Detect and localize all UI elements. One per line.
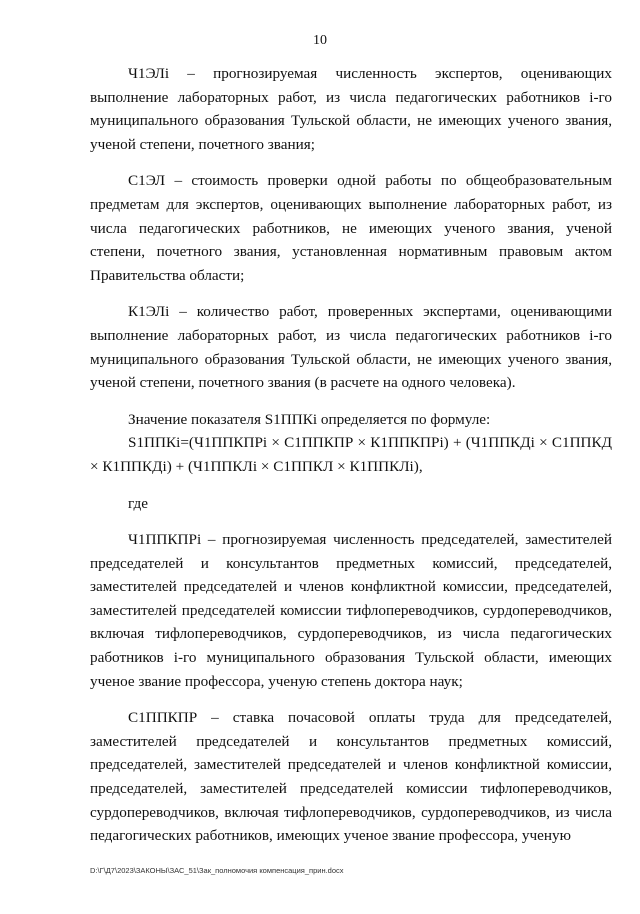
paragraph-k1el-definition: К1ЭЛi – количество работ, проверенных экспертами, оценивающими выполнение лабораторных работ, из числа педагогических работников i-го муниципального образования Тульской области, не имеющих ученого звания, ученой степени, почетного звания (в расчете на одного человека). (90, 303, 612, 392)
paragraph-s1ppk-intro: Значение показателя S1ППКi определяется по формуле: (128, 410, 491, 428)
page-number: 10 (313, 33, 327, 48)
paragraph-ch1ppkpr-definition: Ч1ППКПРi – прогнозируемая численность председателей, заместителей председателей и консультантов предметных комиссий, председателей, заместителей председателей и членов конфликтной комиссии, председателей, заместителей председателей комиссии тифлопереводчиков, сурдопереводчиков, включая тифлопереводчиков, сурдопереводчиков, из числа педагогических работников i-го муниципального образования Тульской области, имеющих ученое звание профессора, ученую степень доктора наук; (90, 531, 612, 690)
file-path-footer: D:\Г\Д7\2023\ЗАКОНЫ\ЗАС_51\Зак_полномочия компенсация_прин.docx (90, 866, 344, 875)
document-body (90, 62, 612, 848)
paragraph-ch1el-definition: Ч1ЭЛi – прогнозируемая численность экспертов, оценивающих выполнение лабораторных работ, из числа педагогических работников i-го муниципального образования Тульской области, не имеющих ученого звания, ученой степени, почетного звания; (90, 65, 612, 153)
paragraph-s1el-definition: С1ЭЛ – стоимость проверки одной работы по общеобразовательным предметам для экспертов, оценивающих выполнение лабораторных работ, из числа педагогических работников, не имеющих ученого звания, ученой степени, почетного звания, установленная нормативным правовым актом Правительства области; (90, 172, 612, 284)
formula-s1ppk: S1ППКi=(Ч1ППКПРi × С1ППКПР × К1ППКПРi) + (Ч1ППКДi × С1ППКД × К1ППКДi) + (Ч1ППКЛi × С1ППКЛ × К1ППКЛi), (90, 434, 612, 475)
paragraph-s1ppkpr-definition: С1ППКПР – ставка почасовой оплаты труда для председателей, заместителей председателей и консультантов предметных комиссий, председателей, заместителей председателей и членов конфликтной комиссии, председателей, заместителей председателей комиссии тифлопереводчиков, сурдопереводчиков, включая тифлопереводчиков, сурдопереводчиков, из числа педагогических работников, имеющих ученое звание профессора, ученую (90, 709, 612, 845)
paragraph-where: где (128, 494, 148, 512)
